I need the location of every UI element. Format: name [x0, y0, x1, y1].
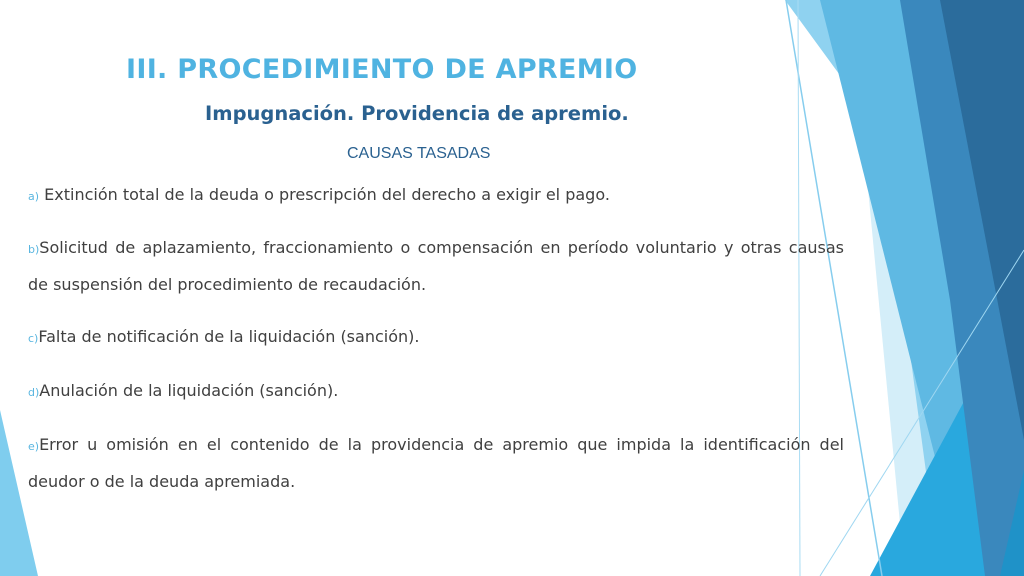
list-marker-c: c)	[28, 332, 39, 345]
list-text-b: Solicitud de aplazamiento, fraccionamiento o compensación en período voluntario y otras causas de suspensión del procedimiento de recaudación.	[28, 238, 844, 294]
list-text-e: Error u omisión en el contenido de la providencia de apremio que impida la identificación del deudor o de la deuda apremiada.	[28, 435, 844, 491]
slide-title: III. PROCEDIMIENTO DE APREMIO	[126, 54, 638, 85]
list-item-a	[28, 177, 844, 214]
slide-subtitle: Impugnación. Providencia de apremio.	[205, 102, 629, 125]
list-marker-a: a)	[28, 190, 40, 203]
list-item-d	[28, 373, 844, 410]
list-marker-b: b)	[28, 243, 40, 256]
list-marker-d: d)	[28, 386, 40, 399]
section-heading: CAUSAS TASADAS	[347, 145, 491, 162]
list-item-b	[28, 230, 844, 302]
list-marker-e: e)	[28, 440, 40, 453]
list-item-c	[28, 319, 844, 356]
list-text-a: Extinción total de la deuda o prescripción del derecho a exigir el pago.	[44, 185, 610, 204]
list-item-e	[28, 427, 844, 499]
list-text-d: Anulación de la liquidación (sanción).	[39, 381, 339, 400]
list-text-c: Falta de notificación de la liquidación (sanción).	[38, 327, 420, 346]
